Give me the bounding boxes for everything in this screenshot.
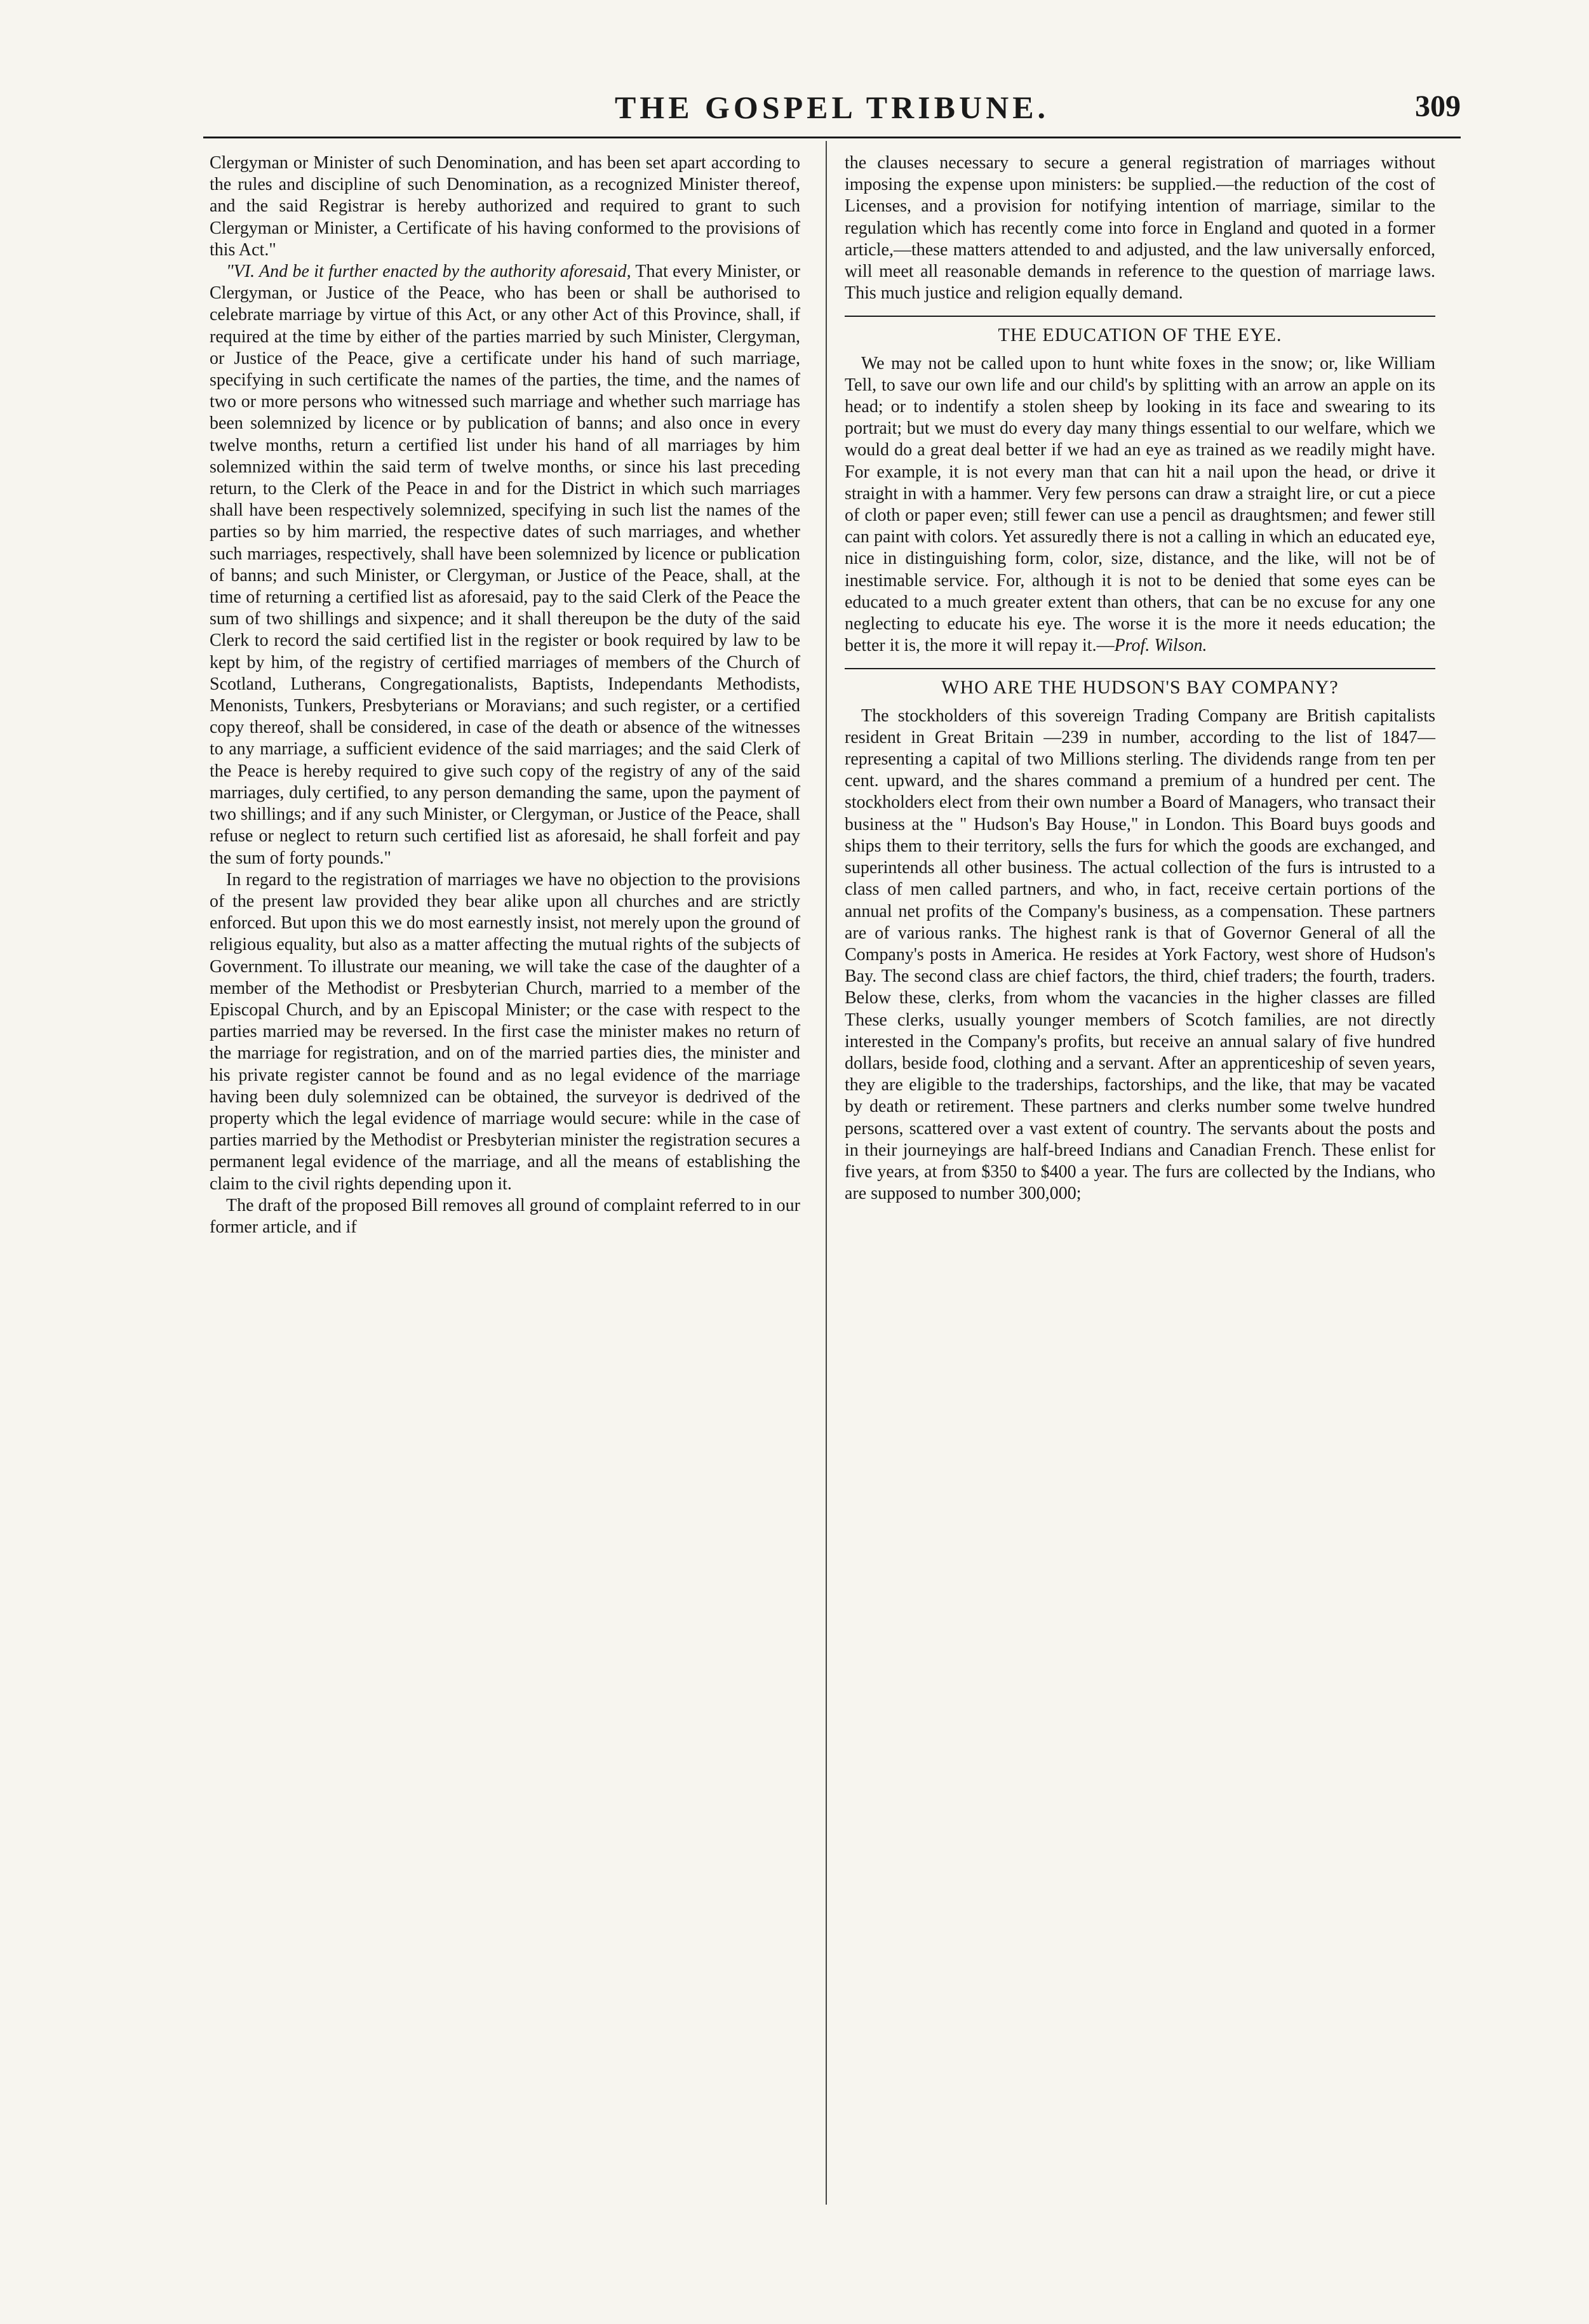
left-paragraph-3: In regard to the registration of marriages we have no objection to the provisions of the present law provided they bear alike upon all churches and are strictly enforced. But upon this we do most earnestly insist, not merely upon the ground of religious equality, but also as a matter affecting the mutual rights of the subjects of Government. To illustrate our meaning, we will take the case of the daughter of a member of the Methodist or Presbyterian Church, married to a member of the Episcopal Church, and by an Episcopal Minister; or the case with respect to the parties married may be reversed. In the first case the minister makes no return of the marriage for registration, and on of the married parties dies, the minister and his private register cannot be found and as no legal evidence of the marriage having been duly solemnized can be obtained, the surveyor is dedrived of the property which the legal evidence of marriage would secure: while in the case of parties married by the Methodist or Presbyterian minister the registration secures a permanent legal evidence of the marriage, and all the means of establishing the claim to the civil rights depending upon it. (210, 869, 800, 1194)
header-rule (203, 137, 1461, 138)
author-signature: Prof. Wilson. (1114, 636, 1207, 656)
left-paragraph-4: The draft of the proposed Bill removes all ground of complaint referred to in our former article, and if (210, 1195, 800, 1237)
section-vi-body: That every Minister, or Clergyman, or Justice of the Peace, who has been or shall be authorised to celebrate marriage by virtue of this Act, or any other Act of this Province, shall, if required at the time by either of the parties married by such Minister, Clergyman, or Justice of the Peace, give a certificate under his hand of such marriage, specifying in such certificate the names of the parties, the time, and the names of two or more persons who witnessed such marriage and whether such marriage has been solemnized by licence or by publication of banns; and also once in every twelve months, return a certified list under his hand of all marriages by him solemnized within the said term of twelve months, or since his last preceding return, to the Clerk of the Peace in and for the District in which such marriages shall have been respectively solemnized, specifying in such list the names of the parties so by him married, the respective dates of such marriages, and whether such marriages, respectively, shall have been solemnized by licence or publication of banns; and such Minister, or Clergyman, or Justice of the Peace, shall, at the time of returning a certified list as aforesaid, pay to the said Clerk of the Peace the sum of two shillings and sixpence; and it shall thereupon be the duty of the said Clerk to record the said certified list in the register or book required by law to be kept by him, of the registry of certified marriages of members of the Church of Scotland, Lutherans, Congregationalists, Baptists, Independants Methodists, Menonists, Tunkers, Presbyterians or Moravians; and such register, or a certified copy thereof, shall be considered, in case of the death or absence of the witnesses to any marriage, a sufficient evidence of the said marriages; and the said Clerk of the Peace is hereby required to give such copy of the registry of any of the said marriages, duly certified, to any person demanding the same, upon the payment of two shillings; and if any such Minister, or Clergyman, or Justice of the Peace, shall refuse or neglect to return such certified list as aforesaid, he shall forfeit and pay the sum of forty pounds." (210, 262, 800, 868)
hudsons-bay-company-body: The stockholders of this sovereign Trading Company are British capitalists resident in Great Britain —239 in number, according to the list of 1847—representing a capital of two Millions sterling. The dividends range from ten per cent. upward, and the shares command a premium of a hundred per cent. The stockholders elect from their own number a Board of Managers, who transact their business at the " Hudson's Bay House," in London. This Board buys goods and ships them to their territory, sells the furs for which the goods are exchanged, and superintends all other business. The actual collection of the furs is intrusted to a class of men called partners, and who, in fact, receive certain portions of the annual net profits of the Company's business, as a compensation. These partners are of various ranks. The highest rank is that of Governor General of all the Company's posts in America. He resides at York Factory, west shore of Hudson's Bay. The second class are chief factors, the third, chief traders; the fourth, traders. Below these, clerks, from whom the vacancies in the higher classes are filled These clerks, usually younger members of Scotch families, are not directly interested in the Company's profits, but receive an annual salary of five hundred dollars, beside food, clothing and a servant. After an apprenticeship of seven years, they are eligible to the traderships, factorships, and the like, that may be vacated by death or retirement. These partners and clerks number some twelve hundred persons, scattered over a vast extent of country. The servants about the posts and in their journeyings are half-breed Indians and Canadian French. These enlist for five years, at from $350 to $400 a year. The furs are collected by the Indians, who are supposed to number 300,000; (845, 705, 1435, 1204)
left-paragraph-2 (210, 261, 800, 869)
section-heading-hudsons-bay-company: WHO ARE THE HUDSON'S BAY COMPANY? (941, 677, 1339, 698)
column-divider (826, 141, 827, 2205)
section-rule (845, 668, 1435, 669)
section-heading-education-of-the-eye: THE EDUCATION OF THE EYE. (998, 324, 1282, 346)
page-title: THE GOSPEL TRIBUNE. (614, 90, 1050, 125)
section-vi-lead: "VI. And be it further enacted by the authority aforesaid, (226, 262, 631, 282)
education-of-the-eye-body (845, 353, 1435, 657)
section-rule (845, 316, 1435, 317)
left-column (210, 152, 800, 1238)
right-paragraph-1: the clauses necessary to secure a general registration of marriages without imposing the expense upon ministers: be supplied.—the reduction of the cost of Licenses, and a provision for notifying intention of marriage, similar to the regulation which has recently come into force in England and quoted in a former article,—these matters attended to and adjusted, and the law universally enforced, will meet all reasonable demands in reference to the question of marriage laws. This much justice and religion equally demand. (845, 153, 1435, 304)
right-column (845, 152, 1435, 1205)
education-body-text: We may not be called upon to hunt white foxes in the snow; or, like William Tell, to save our own life and our child's by splitting with an arrow an apple on its head; or to indentify a stolen sheep by looking in its face and swearing to its portrait; but we must do every day many things essential to our welfare, which we would do a great deal better if we had an eye as trained as we readily might have. For example, it is not every man that can hit a nail upon the head, or drive it straight in with a hammer. Very few persons can draw a straight lire, or cut a piece of cloth or paper even; still fewer can use a pencil as draughtsmen; and fewer still can paint with colors. Yet assuredly there is not a calling in which an educated eye, nice in distinguishing form, color, size, distance, and the like, will not be of inestimable service. For, although it is not to be denied that some eyes can be educated to a much greater extent than others, that can be no excuse for any one neglecting to educate his eye. The worse it is the more it needs education; the better it is, the more it will repay it.— (845, 353, 1435, 656)
masthead (203, 89, 1461, 133)
page-number: 309 (1415, 90, 1461, 123)
left-paragraph-1: Clergyman or Minister of such Denomination, and has been set apart according to the rules and discipline of such Denomination, as a recognized Minister thereof, and the said Registrar is hereby authorized and required to grant to such Clergyman or Minister, a Certificate of his having conformed to the provisions of this Act." (210, 153, 800, 260)
